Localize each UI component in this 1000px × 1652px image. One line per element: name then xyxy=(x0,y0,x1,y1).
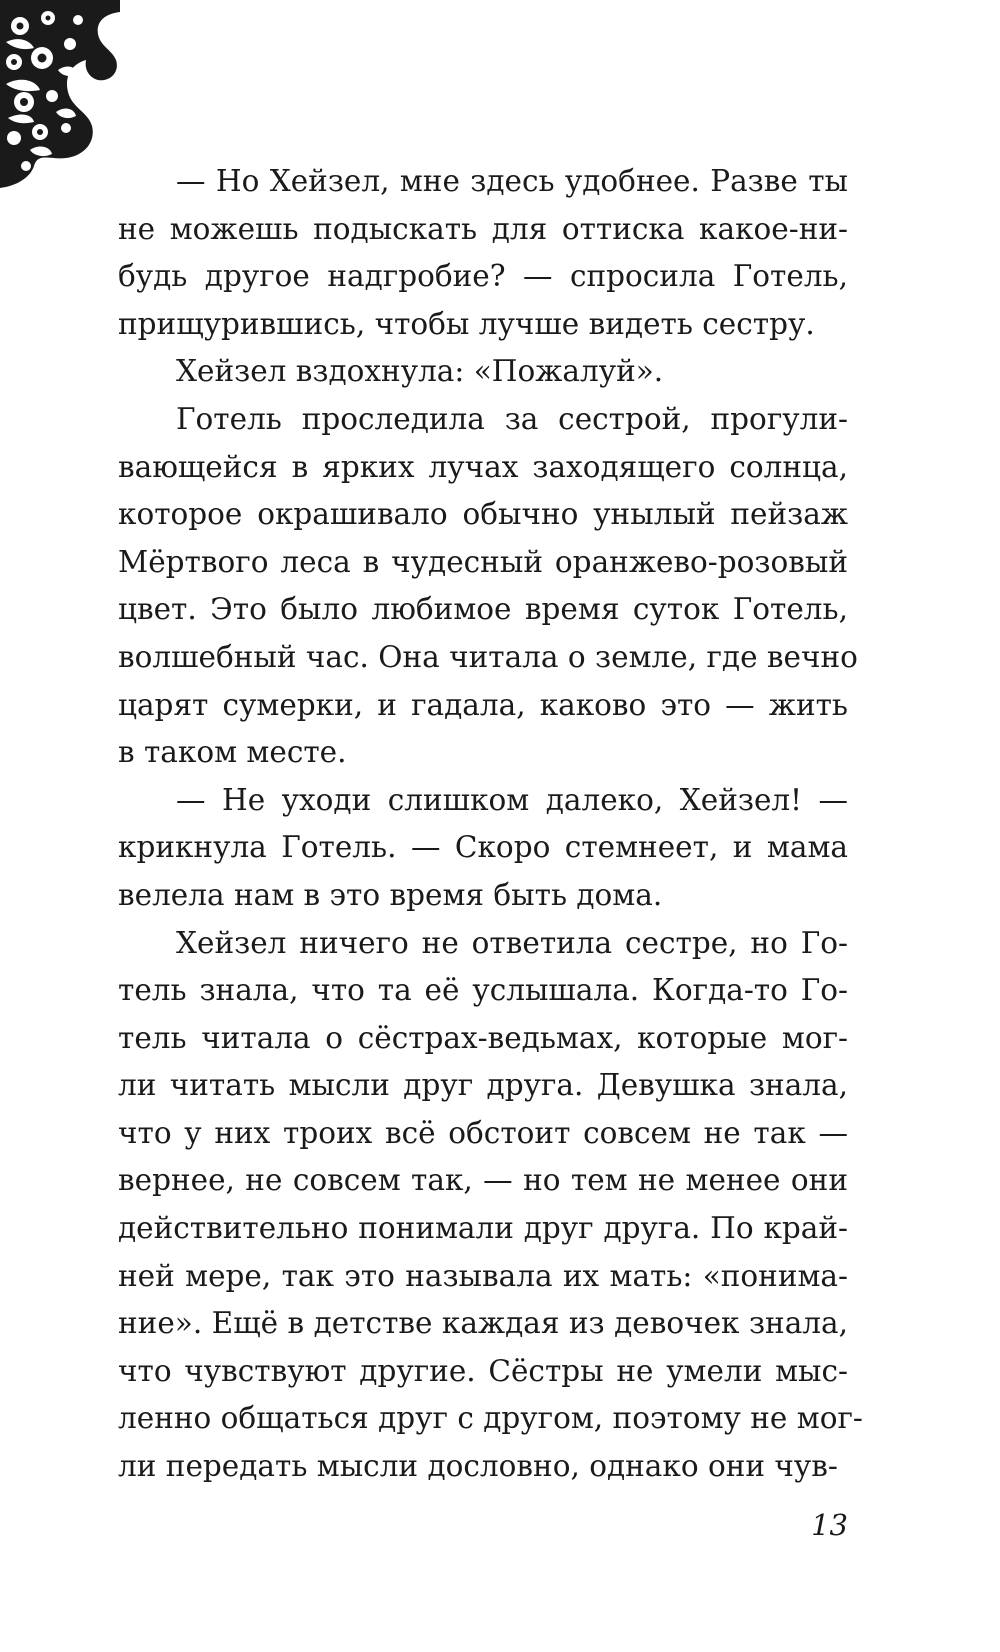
paragraph xyxy=(118,396,858,777)
text-line: велела нам в это время быть дома. xyxy=(118,877,663,912)
text-line: цвет. Это было любимое время суток Готель, xyxy=(118,592,848,627)
text-line: крикнула Готель. — Скоро стемнеет, и мама xyxy=(118,830,848,865)
text-line: действительно понимали друг друга. По край- xyxy=(118,1211,848,1246)
text-line: Мёртвого леса в чудесный оранжево-розовый xyxy=(118,544,848,579)
text-line: ней мере, так это называла их мать: «понима- xyxy=(118,1258,848,1293)
text-line: ленно общаться друг с другом, поэтому не мог- xyxy=(118,1401,863,1436)
body-text xyxy=(118,158,863,1491)
text-line: что у них троих всё обстоит совсем не так — xyxy=(118,1115,848,1150)
paragraph xyxy=(118,348,848,396)
text-line: — Не уходи слишком далеко, Хейзел! — xyxy=(176,782,848,817)
paragraph xyxy=(118,920,863,1491)
paragraph xyxy=(118,158,848,348)
text-line: не можешь подыскать для оттиска какое-ни- xyxy=(118,211,848,246)
text-line: вающейся в ярких лучах заходящего солнца, xyxy=(118,449,848,484)
text-line: прищурившись, чтобы лучше видеть сестру. xyxy=(118,306,815,341)
text-line: которое окрашивало обычно унылый пейзаж xyxy=(118,497,848,532)
paragraph xyxy=(118,777,848,920)
text-line: вернее, не совсем так, — но тем не менее они xyxy=(118,1163,848,1198)
text-line: будь другое надгробие? — спросила Готель, xyxy=(118,259,848,294)
text-line: царят сумерки, и гадала, каково это — жить xyxy=(118,687,848,722)
text-line: Хейзел вздохнула: «Пожалуй». xyxy=(176,354,664,389)
text-line: что чувствуют другие. Сёстры не умели мыс- xyxy=(118,1353,848,1388)
text-line: ние». Ещё в детстве каждая из девочек знала, xyxy=(118,1306,848,1341)
text-line: Хейзел ничего не ответила сестре, но Го- xyxy=(176,925,848,960)
text-line: Готель проследила за сестрой, прогули- xyxy=(176,401,848,436)
text-line: — Но Хейзел, мне здесь удобнее. Разве ты xyxy=(176,164,848,198)
text-line: тель читала о сёстрах-ведьмах, которые мог- xyxy=(118,1020,848,1055)
page-number: 13 xyxy=(811,1508,848,1542)
text-line: в таком месте. xyxy=(118,735,347,770)
text-line: ли читать мысли друг друга. Девушка знала, xyxy=(118,1068,848,1103)
text-line: ли передать мысли дословно, однако они чув- xyxy=(118,1449,838,1484)
text-line: волшебный час. Она читала о земле, где вечно xyxy=(118,639,858,674)
text-line: тель знала, что та её услышала. Когда-то Го- xyxy=(118,973,848,1008)
ornament-icon xyxy=(0,0,120,190)
